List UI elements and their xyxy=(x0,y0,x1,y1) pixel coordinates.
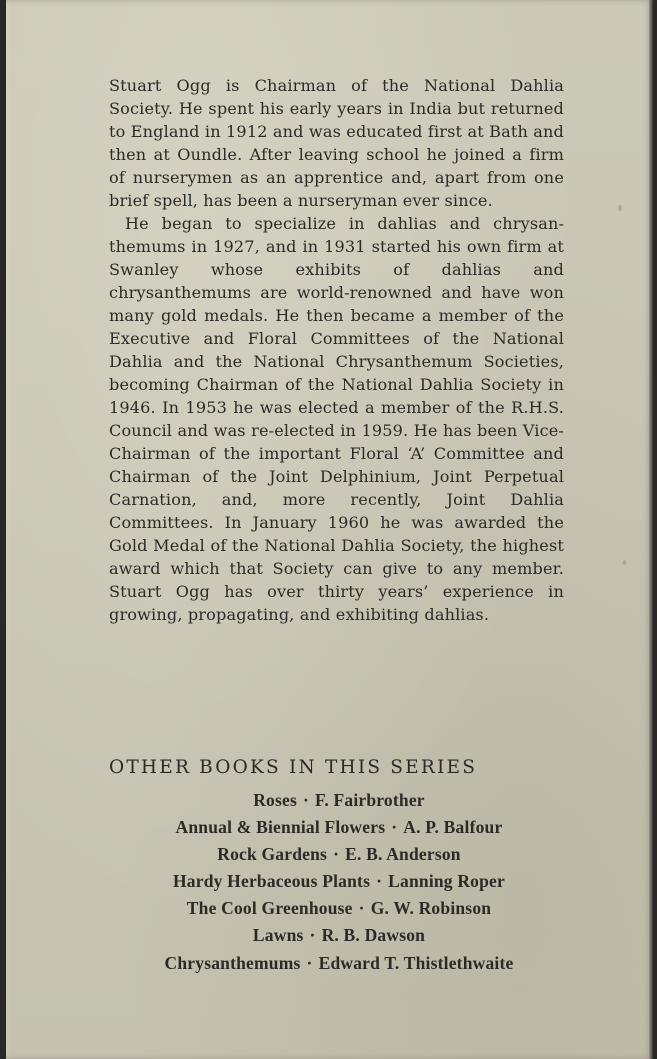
book-author: A. P. Balfour xyxy=(403,817,503,838)
separator-dot: · xyxy=(306,952,313,973)
separator-dot: · xyxy=(391,817,398,838)
book-back-cover xyxy=(6,0,653,1059)
book-author: R. B. Dawson xyxy=(321,925,426,946)
series-book-item xyxy=(109,922,569,949)
cover-edge xyxy=(649,0,653,1059)
paper-blemish xyxy=(623,560,626,565)
separator-dot: · xyxy=(309,925,316,946)
book-title: Lawns xyxy=(252,925,304,946)
series-book-list xyxy=(109,787,569,977)
author-biography xyxy=(109,74,564,626)
separator-dot: · xyxy=(333,844,340,865)
book-title: Hardy Herbaceous Plants xyxy=(172,871,371,892)
series-book-item xyxy=(109,868,569,895)
bio-paragraph-1: Stuart Ogg is Chairman of the National Dahlia Society. He spent his early years in India but returned to England in 1912 and was educated first at Bath and then at Oundle. After leaving school he joined a firm of nurserymen as an apprentice and, apart from one brief spell, has been a nurseryman ever since. xyxy=(109,76,564,210)
book-author: Edward T. Thistlethwaite xyxy=(318,952,514,973)
book-author: Lanning Roper xyxy=(388,871,505,892)
separator-dot: · xyxy=(358,898,365,919)
book-title: Roses xyxy=(253,790,297,810)
series-heading: OTHER BOOKS IN THIS SERIES xyxy=(109,757,478,778)
bio-paragraph-2: He began to specialize in dahlias and chrysanthemums in 1927, and in 1931 started his own firm at Swanley whose exhibits of dahlias and chrysanthemums are world-renowned and have won many gold medals. He then became a member of the Executive and Floral Committees of the National Dahlia and the National Chrysanthemum Societies, becoming Chairman of the National Dahlia Society in 1946. In 1953 he was elected a member of the R.H.S. Council and was re-elected in 1959. He has been Vice-Chairman of the important Floral ‘A’ Committee and Chairman of the Joint Delphinium, Joint Perpetual Carnation, and, more recently, Joint Dahlia Committees. In January 1960 he was awarded the Gold Medal of the National Dahlia Society, the highest award which that Society can give to any member. Stuart Ogg has over thirty years’ experience in growing, propagating, and exhibiting dahlias. xyxy=(109,214,564,624)
book-title: Rock Gardens xyxy=(217,844,328,865)
paper-blemish xyxy=(618,205,622,211)
series-book-item xyxy=(109,950,569,977)
book-author: E. B. Anderson xyxy=(345,844,461,865)
separator-dot: · xyxy=(376,871,383,892)
series-book-item xyxy=(109,787,569,814)
book-title: Chrysanthemums xyxy=(164,952,301,973)
separator-dot: · xyxy=(303,790,310,810)
series-book-item xyxy=(109,841,569,868)
book-author: F. Fairbrother xyxy=(315,790,425,810)
series-book-item xyxy=(109,814,569,841)
series-section xyxy=(109,753,569,977)
book-title: The Cool Greenhouse xyxy=(186,898,353,919)
book-author: G. W. Robinson xyxy=(370,898,492,919)
book-title: Annual & Biennial Flowers xyxy=(175,817,386,838)
series-book-item xyxy=(109,895,569,922)
